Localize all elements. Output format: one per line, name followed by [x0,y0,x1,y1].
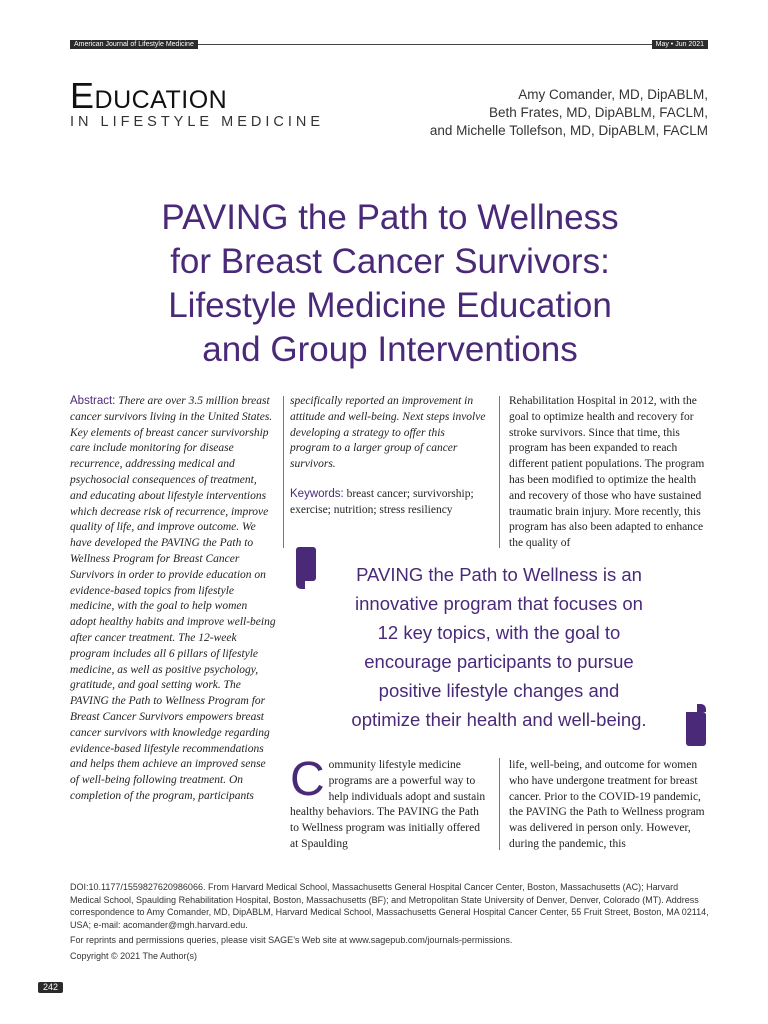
issue-date: May • Jun 2021 [652,40,708,49]
column-divider [499,758,500,850]
column-divider [283,396,284,548]
page-number: 242 [38,982,63,993]
author-line: Amy Comander, MD, DipABLM, [518,87,708,102]
keywords [290,487,486,519]
journal-name: American Journal of Lifestyle Medicine [70,40,198,49]
author-line: and Michelle Tollefson, MD, DipABLM, FACLM [429,123,708,138]
title-line: Lifestyle Medicine Education [168,286,612,325]
title-line: PAVING the Path to Wellness [161,198,619,237]
title-line: and Group Interventions [202,330,578,369]
pull-quote-line: positive lifestyle changes and [378,680,620,701]
body-column-right [509,758,707,853]
drop-cap: C [290,753,325,806]
author-line: Beth Frates, MD, DipABLM, FACLM, [488,105,708,120]
abstract-continuation-column [290,394,486,534]
abstract-label: Abstract: [70,395,116,407]
column-divider [499,396,500,548]
pull-quote-line: encourage participants to pursue [364,651,634,672]
copyright: Copyright © 2021 The Author(s) [70,950,198,961]
close-quote-icon [686,712,706,746]
doi-affiliations: DOI:10.1177/1559827620986066. From Harvard Medical School, Massachusetts General Hospital Cancer Center, Boston, Massachusetts (AC); Harvard Medical School, Spaulding Rehabilitation Hospital, Boston, Massachusetts (BF); and Metropolitan State University of Denver, Denver, Colorado (MT). Address correspondence to Amy Comander, MD, DipABLM, Harvard Medical School, Massachusetts General Hospital Cancer Center, 55 Fruit Street, Boston, MA 02114, USA; e-mail: acomander@mgh.harvard.edu. [70,882,709,930]
pull-quote-line: 12 key topics, with the goal to [377,622,621,643]
body-column-left [290,753,486,853]
section-main-title: Education [70,75,228,116]
keywords-text: breast cancer; survivorship; exercise; nutrition; stress resiliency [290,487,474,516]
pull-quote [290,560,708,746]
body-text: Rehabilitation Hospital in 2012, with the goal to optimize health and recovery for stroke survivors. Since that time, this program has been expanded to reach different patient populations. The program has been modified to optimize the health and recovery of those who have sustained traumatic brain injury. More recently, this program has also been adapted to enhance the quality of [509,395,705,550]
body-text: life, well-being, and outcome for women who have undergone treatment for breast cancer. Prior to the COVID-19 pandemic, the PAVING the Path to Wellness program was delivered in person only. However, during the pandemic, this [509,759,705,850]
abstract-continuation: specifically reported an improvement in attitude and well-being. Next steps involve developing a strategy to offer this program to a larger group of cancer survivors. [290,395,486,471]
running-header [70,40,708,49]
section-heading [70,75,370,130]
body-text: ommunity lifestyle medicine programs are a powerful way to help individuals adopt and sustain healthy behaviors. The PAVING the Path to Wellness program was initially offered at Spaulding [290,759,486,850]
pull-quote-line: optimize their health and well-being. [351,709,647,730]
abstract-text: There are over 3.5 million breast cancer survivors living in the United States. Key elements of breast cancer survivorship care include monitoring for disease recurrence, addressing medical and psychosocial consequences of treatment, and educating about lifestyle interventions which decrease risk of recurrence, improve quality of life, and improve outcome. We have developed the PAVING the Path to Wellness Program for Breast Cancer Survivors in order to provide education on evidence-based topics from lifestyle medicine, with the goal to help women adopt healthy habits and improve well-being after cancer treatment. The 12-week program includes all 6 pillars of lifestyle medicine, as well as positive psychology, gratitude, and goal setting work. The PAVING the Path to Wellness Program for Breast Cancer Survivors empowers breast cancer survivors with knowledge regarding evidence-based lifestyle recommendations and helps them achieve an improved sense of well-being following treatment. On completion of the program, participants [70,395,276,802]
keywords-label: Keywords: [290,487,344,500]
footnotes [70,881,710,965]
reprints-note: For reprints and permissions queries, please visit SAGE’s Web site at www.sagepub.com/journals-permissions. [70,935,513,945]
author-list [348,86,708,140]
section-subtitle: IN LIFESTYLE MEDICINE [70,114,325,130]
abstract-column [70,394,276,852]
pull-quote-line: PAVING the Path to Wellness is an [356,564,642,585]
title-line: for Breast Cancer Survivors: [170,242,610,281]
body-column-top [509,394,707,550]
article-title [70,196,710,372]
pull-quote-line: innovative program that focuses on [355,593,643,614]
